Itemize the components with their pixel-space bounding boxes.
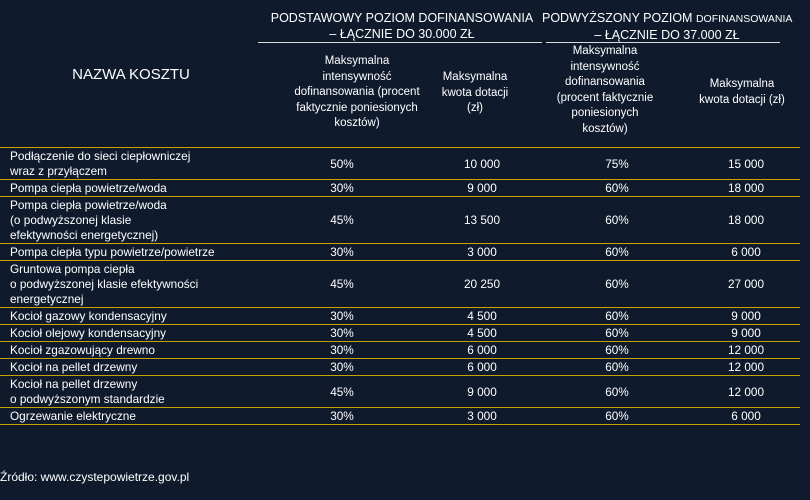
raised-amount: 9 000 [692, 308, 800, 325]
basic-amount: 3 000 [422, 408, 542, 425]
table-row [0, 197, 800, 244]
cost-name: Kocioł zgazowujący drewno [0, 342, 262, 359]
basic-amount: 20 250 [422, 261, 542, 308]
table-row [0, 148, 800, 180]
column-header-amount-raised: Maksymalna kwota dotacji (zł) [699, 78, 785, 106]
basic-pct: 30% [262, 325, 422, 342]
raised-pct: 60% [542, 325, 692, 342]
cost-name: Gruntowa pompa ciepła o podwyższonej klasie efektywności energetycznej [0, 261, 262, 308]
basic-amount: 4 500 [422, 308, 542, 325]
basic-pct: 30% [262, 244, 422, 261]
cost-table [0, 147, 800, 425]
raised-amount: 12 000 [692, 376, 800, 408]
group-header-raised [542, 10, 792, 43]
group-header-raised-line1-small: DOFINANSOWANIA [695, 13, 793, 25]
raised-amount: 6 000 [692, 408, 800, 425]
table-row [0, 180, 800, 197]
table-row [0, 308, 800, 325]
basic-pct: 30% [262, 342, 422, 359]
group-header-basic-line2: – ŁĄCZNIE DO 30.000 ZŁ [329, 27, 475, 41]
table-row [0, 342, 800, 359]
basic-pct: 45% [262, 261, 422, 308]
table-row [0, 376, 800, 408]
basic-amount: 4 500 [422, 325, 542, 342]
basic-amount: 10 000 [422, 148, 542, 180]
group-header-basic-line1: PODSTAWOWY POZIOM DOFINANSOWANIA [270, 11, 534, 25]
basic-pct: 30% [262, 180, 422, 197]
cost-name: Pompa ciepła powietrze/woda (o podwyższonej klasie efektywności energetycznej) [0, 197, 262, 244]
column-header-amount-basic: Maksymalna kwota dotacji (zł) [441, 71, 509, 114]
basic-pct: 45% [262, 197, 422, 244]
raised-pct: 60% [542, 244, 692, 261]
raised-pct: 75% [542, 148, 692, 180]
raised-pct: 60% [542, 197, 692, 244]
cost-name: Pompa ciepła powietrze/woda [0, 180, 262, 197]
raised-amount: 15 000 [692, 148, 800, 180]
table-row [0, 244, 800, 261]
basic-pct: 30% [262, 308, 422, 325]
table-row [0, 359, 800, 376]
cost-name: Podłączenie do sieci ciepłowniczej wraz z przyłączem [0, 148, 262, 180]
cost-name: Kocioł na pellet drzewny o podwyższonym standardzie [0, 376, 262, 408]
basic-pct: 45% [262, 376, 422, 408]
table-row [0, 325, 800, 342]
raised-pct: 60% [542, 359, 692, 376]
basic-pct: 30% [262, 408, 422, 425]
group-header-raised-line1-main: PODWYŻSZONY POZIOM [542, 11, 696, 25]
group-header-raised-line1 [542, 10, 792, 27]
table-row [0, 408, 800, 425]
column-header-intensity-raised: Maksymalna intensywność dofinansowania (procent faktycznie poniesionych kosztów) [556, 45, 654, 135]
basic-pct: 30% [262, 359, 422, 376]
raised-pct: 60% [542, 261, 692, 308]
raised-pct: 60% [542, 376, 692, 408]
raised-amount: 18 000 [692, 197, 800, 244]
basic-amount: 3 000 [422, 244, 542, 261]
group-header-basic [262, 10, 542, 42]
basic-amount: 13 500 [422, 197, 542, 244]
raised-pct: 60% [542, 342, 692, 359]
cost-name: Kocioł olejowy kondensacyjny [0, 325, 262, 342]
source-note: Źródło: www.czystepowietrze.gov.pl [0, 470, 190, 484]
raised-amount: 27 000 [692, 261, 800, 308]
cost-name: Kocioł gazowy kondensacyjny [0, 308, 262, 325]
header-rule-basic [258, 42, 542, 43]
group-header-raised-line2: – ŁĄCZNIE DO 37.000 ZŁ [594, 28, 740, 42]
raised-pct: 60% [542, 180, 692, 197]
basic-amount: 6 000 [422, 359, 542, 376]
cost-name: Ogrzewanie elektryczne [0, 408, 262, 425]
basic-pct: 50% [262, 148, 422, 180]
cost-name: Kocioł na pellet drzewny [0, 359, 262, 376]
basic-amount: 9 000 [422, 180, 542, 197]
column-header-intensity-basic: Maksymalna intensywność dofinansowania (procent faktycznie poniesionych kosztów) [294, 55, 420, 129]
raised-amount: 6 000 [692, 244, 800, 261]
column-header-name: NAZWA KOSZTU [72, 66, 190, 83]
raised-pct: 60% [542, 308, 692, 325]
raised-amount: 18 000 [692, 180, 800, 197]
cost-name: Pompa ciepła typu powietrze/powietrze [0, 244, 262, 261]
header-rule-raised [546, 42, 780, 43]
basic-amount: 9 000 [422, 376, 542, 408]
table-row [0, 261, 800, 308]
basic-amount: 6 000 [422, 342, 542, 359]
raised-amount: 12 000 [692, 359, 800, 376]
raised-amount: 9 000 [692, 325, 800, 342]
raised-pct: 60% [542, 408, 692, 425]
raised-amount: 12 000 [692, 342, 800, 359]
